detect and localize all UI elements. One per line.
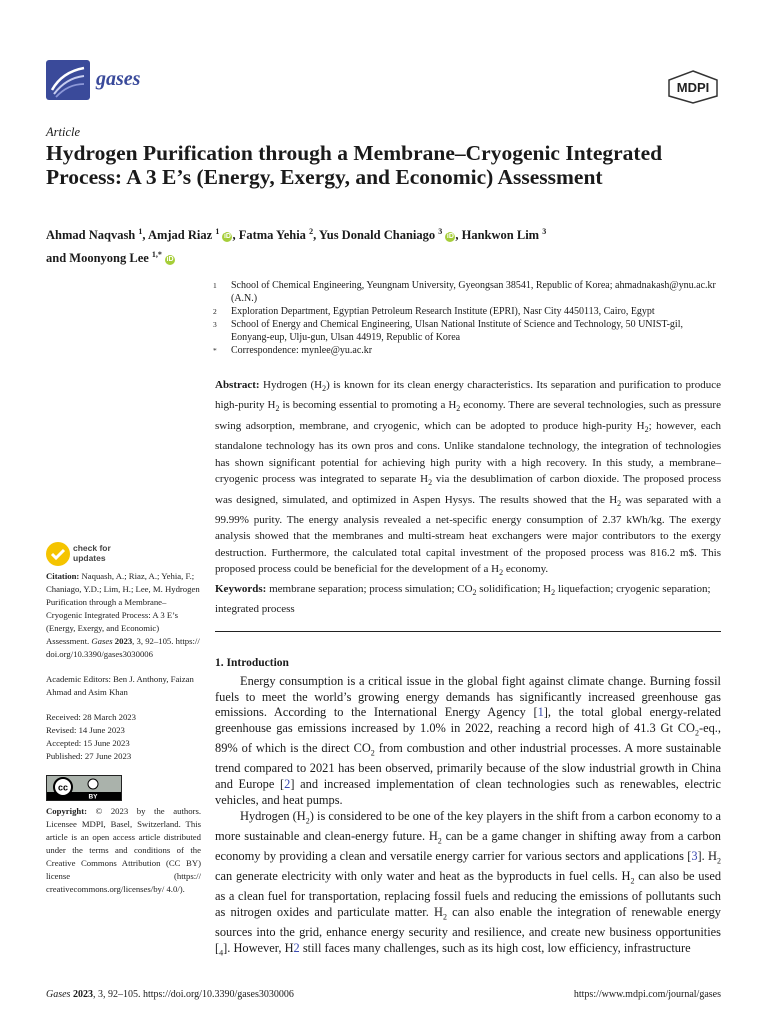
author-name: Hankwon Lim bbox=[461, 228, 543, 243]
author-name: Yus Donald Chaniago bbox=[318, 228, 439, 243]
footer-journal-url[interactable]: https://www.mdpi.com/journal/gases bbox=[573, 989, 721, 1000]
orcid-icon[interactable]: iD bbox=[223, 233, 231, 241]
affiliation-item: 3 School of Energy and Chemical Engineering, Ulsan National Institute of Science and Technology, 50 UNIST-gil, Eonyang-eup, Ulju-gun, Ulsan 44919, Republic of Korea bbox=[213, 319, 683, 343]
cc-by-license-badge[interactable] bbox=[46, 775, 122, 801]
check-updates-icon bbox=[46, 542, 70, 566]
journal-name[interactable]: gases bbox=[96, 68, 141, 90]
affiliations bbox=[213, 279, 723, 357]
introduction-body bbox=[215, 674, 721, 961]
author-name: and Moonyong Lee bbox=[46, 251, 152, 266]
affiliation-item: 1 School of Chemical Engineering, Yeungnam University, Gyeongsan 38541, Republic of Korea; ahmadnakash@ynu.ac.kr (A.N.) bbox=[213, 280, 716, 304]
cc-label: cc bbox=[57, 782, 69, 793]
keywords: Keywords: membrane separation; process simulation; $CO_2$ solidification; $H_2$ liquefaction; cryogenic separation; integrated process bbox=[215, 583, 711, 616]
citation: Citation: Naquash, A.; Riaz, A.; Yehia, F.; Chaniago, Y.D.; Lim, H.; Lee, M. Hydrogen Purification through a Membrane–Cryogenic Integrated Process: A 3 E’s (Energy, Exergy, and Economic) Assessment. Gases 2023, 3, 92–105. https:// doi.org/10.3390/gases3030006 bbox=[46, 571, 200, 659]
author-list: Ahmad Naqvash $^1$, Amjad Riaz $^1$ iD , Fatma Yehia $^2$, Yus Donald Chaniago $^3$ iD , Hankwon Lim $^3$ and Moonyong Lee $^{1,*}$ iD bbox=[46, 227, 547, 266]
date-accepted: Accepted: 15 June 2023 bbox=[46, 738, 130, 748]
paragraph: Hydrogen $(H_2)$ is considered to be one of the key players in the shift from a carbon economy to a more sustainable and clean-energy future. $H_2$ can be a game changer in shifting away from a carbon economy by providing a clean and versatile energy carrier for various sectors and applications [3]. $H_2$ can generate electricity with only water and heat as the byproducts in fuel cells. $H_2$ can also be used as a clean fuel for transportation, replacing fossil fuels and reducing the emissions of pollutants such as nitrogen oxides and particulate matter. $H_2$ can also enable the integration of renewable energy sources into the grid, enhance energy security and resilience, and create new business opportunities $[_4]$. However, H2 still faces many challenges, such as its high cost, low efficiency, infrastructure bbox=[215, 808, 722, 958]
article-title: Hydrogen Purification through a Membrane–Cryogenic Integrated Process: A 3 E’s (Energy, Exergy, and Economic) Assessment bbox=[46, 141, 663, 189]
paragraph: Energy consumption is a critical issue in the global fight against climate change. Burning fossil fuels to meet the world’s growing energy demands has significantly increased greenhouse gas emissions. According to the International Energy Agency [1], the total global energy-related greenhouse gas emissions increased by 1.0% in 2022, reaching a record high of 41.3 Gt $CO_2-eq$., 89% of which is the direct $CO_2$ from combustion and other industrial processes. A more sustainable trend compared to 2021 has been observed, primarily because of the slow industrial growth in China and Europe [2] and increased implementation of clean technologies such as renewables, electric vehicles, and heat pumps. bbox=[215, 674, 721, 807]
copyright-notice: Copyright: © 2023 by the authors. Licensee MDPI, Basel, Switzerland. This article is an open access article distributed under the terms and conditions of the Creative Commons Attribution (CC BY) license (https:// creativecommons.org/licenses/by/ 4.0/). bbox=[46, 806, 201, 894]
affiliation-item: * Correspondence: mynlee@yu.ac.kr bbox=[213, 345, 373, 356]
date-received: Received: 28 March 2023 bbox=[46, 712, 136, 722]
date-published: Published: 27 June 2023 bbox=[46, 751, 132, 761]
check-updates-label: check for updates bbox=[73, 543, 111, 563]
orcid-icon[interactable]: iD bbox=[166, 256, 174, 264]
abstract: Abstract: Hydrogen $(H_2)$ is known for its clean energy characteristics. Its separation and purification to produce high-purity $H_2$ is becoming essential to promoting a $H_2$ economy. There are several technologies, such as pressure swing adsorption, membrane, and cryogenic, which can be adopted to produce high-purity $H_2$; however, each standalone technology has its own pros and cons. Unlike standalone technology, the integration of technologies has shown significant potential for achieving high purity with a high recovery. In this study, a membrane–cryogenic process was integrated to separate $H_2$ via the desublimation of carbon dioxide. The proposed process was designed, simulated, and optimized in Aspen Hysys. The results showed that the $H_2$ was separated with a 99.99% purity. The energy analysis revealed a net-specific energy consumption of 2.37 kWh/kg. The exergy analysis showed that the membranes and multi-stream heat exchangers were major contributors to the exergy destruction. Furthermore, the calculated total capital investment of the proposed process was 816.2 m$. This proposed process could be beneficial for the development of a $H_2$ economy. bbox=[215, 379, 721, 578]
citation-link[interactable]: 3 bbox=[691, 848, 698, 863]
orcid-icon[interactable]: iD bbox=[446, 233, 454, 241]
citation-link[interactable]: 1 bbox=[537, 705, 544, 720]
footer-doi-link[interactable]: , 3, 92–105. https://doi.org/10.3390/gases3030006 bbox=[92, 989, 294, 1000]
footer-citation: Gases 2023, 3, 92–105. https://doi.org/10.3390/gases3030006 bbox=[46, 989, 294, 1000]
journal-logo-icon bbox=[46, 60, 90, 100]
check-for-updates-button[interactable] bbox=[46, 541, 126, 567]
cc-by-label: BY bbox=[88, 793, 98, 800]
dates bbox=[46, 711, 201, 763]
section-divider bbox=[215, 631, 721, 632]
academic-editors: Academic Editors: Ben J. Anthony, Faizan Ahmad and Asim Khan bbox=[46, 674, 194, 697]
mdpi-logo-icon[interactable] bbox=[666, 70, 720, 104]
author-name: Ahmad Naqvash bbox=[46, 228, 139, 243]
date-revised: Revised: 14 June 2023 bbox=[46, 725, 125, 735]
citation-doi-link[interactable]: , 3, 92–105. https:// doi.org/10.3390/gases3030006 bbox=[46, 636, 200, 659]
article-type: Article bbox=[46, 125, 81, 139]
affiliation-item: 2 Exploration Department, Egyptian Petroleum Research Institute (EPRI), Nasr City 4450113, Cairo, Egypt bbox=[213, 306, 655, 317]
publisher-name: MDPI bbox=[676, 80, 710, 95]
author-name: Fatma Yehia bbox=[238, 228, 310, 243]
author-name: Amjad Riaz bbox=[147, 228, 216, 243]
citation-link[interactable]: 2 bbox=[293, 940, 300, 955]
citation-link[interactable]: 2 bbox=[284, 777, 291, 792]
section-heading: 1. Introduction bbox=[215, 657, 289, 669]
sidebar-metadata bbox=[46, 570, 201, 896]
